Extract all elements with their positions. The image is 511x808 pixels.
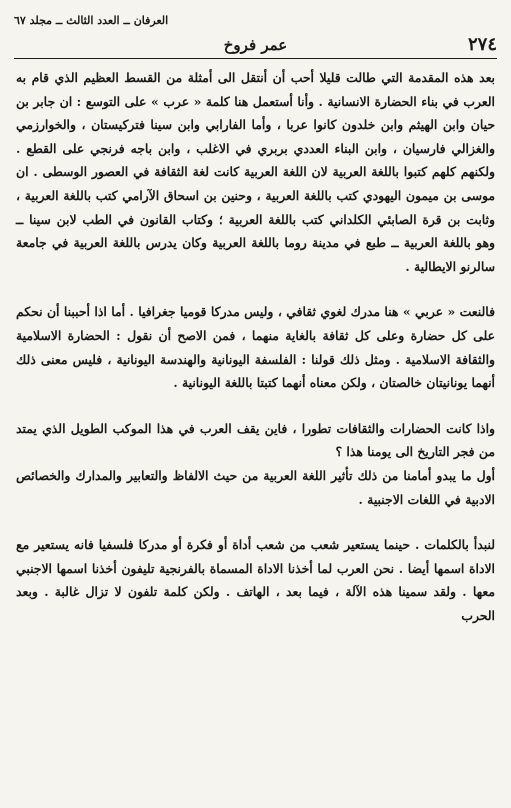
paragraph: واذا كانت الحضارات والثقافات تطورا ، فاين يقف العرب في هذا الموكب الطويل الذي يمتد من فجر التاريخ الى يومنا هذا ؟ [16,420,495,460]
running-head [14,14,497,32]
paragraph: لنبدأ بالكلمات . حينما يستعير شعب من شعب أداة أو فكرة أو مدركا فلسفيا فانه يستعير مع الاداة اسمها أيضا . نحن العرب لما أخذنا الاداة المسماة بالفرنجية تليفون أخذنا اسمها الاجنبي معها . ولقد سمينا هذه الآلة ، فيما بعد ، الهاتف . ولكن كلمة تلفون لا تزال غالبة . وبعد الحرب [16,537,495,623]
author-name: عمر فروخ [223,36,288,54]
page-number: ٢٧٤ [467,34,497,55]
article-body [16,66,495,627]
paragraph: بعد هذه المقدمة التي طالت قليلا أحب أن أنتقل الى أمثلة من القسط العظيم الذي قام به العرب في بناء الحضارة الانسانية . وأنا أستعمل هنا كلمة « عرب » على التوسع : ان جابر بن حيان وابن الهيثم وابن خلدون كانوا عربا ، وأما الفارابي وابن سينا فتركيستان ، والخوارزمي والغزالي فارسيان ، وابن البناء العددي بربري في الاغلب ، وابن باجه فرنجي على القطع . ولكنهم كلهم كتبوا باللغة العربية لان اللغة العربية كانت لغة الثقافة في العصور الوسطى . ان موسى بن ميمون اليهودي كتب باللغة العربية ، وحنين بن اسحاق الآرامي كتب باللغة العربية ، وثابت بن قرة الصابئي الكلداني كتب باللغة العربية ؛ وكتاب القانون في الطب لابن سينا ــ وهو باللغة العربية ــ طبع في مدينة روما باللغة العربية وكان يدرس باللغة العربية في جامعة سالرنو الايطالية . [16,70,495,274]
journal-issue: العرفان ــ العدد الثالث ــ مجلد ٦٧ [14,14,169,27]
paragraph: أول ما يبدو أمامنا من ذلك تأثير اللغة العربية من حيث الالفاظ والتعابير والمدارك والخصائص الادبية في اللغات الاجنبية . [16,467,495,507]
paragraph: فالنعت « عربي » هنا مدرك لغوي ثقافي ، وليس مدركا قوميا جغرافيا . أما اذا أحببنا أن نحكم على كل حضارة وعلى كل ثقافة بالغاية منهما ، فمن الاصح أن نقول : الحضارة الاسلامية والثقافة الاسلامية . ومثل ذلك قولنا : الفلسفة اليونانية والهندسة اليونانية ، فليس معنى ذلك أنهما يونانيتان خالصتان ، ولكن معناه أنهما كتبتا باللغة اليونانية . [16,304,495,391]
page-header [14,34,497,59]
